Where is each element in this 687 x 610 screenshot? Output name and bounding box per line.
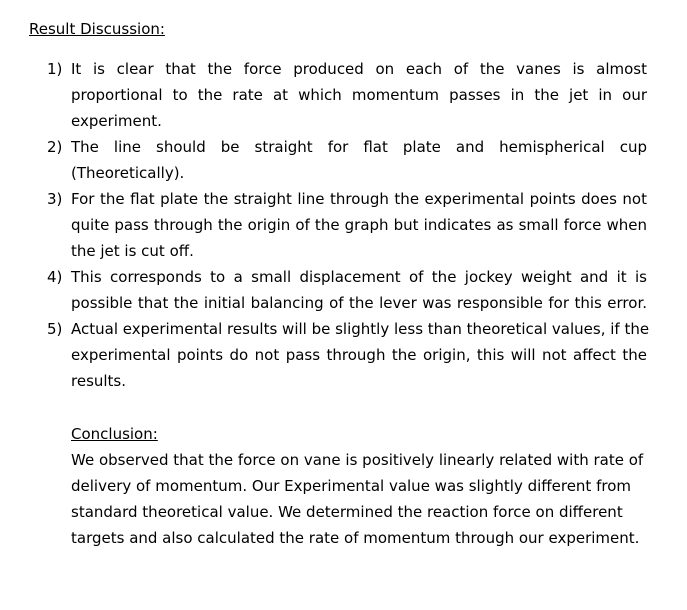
- list-item-4: [47, 264, 647, 316]
- conclusion-line: standard theoretical value. We determined the reaction force on different: [71, 503, 623, 521]
- conclusion-section: [71, 421, 647, 551]
- result-discussion-heading: Result Discussion:: [29, 20, 165, 38]
- list-item-line: proportional to the rate at which momentum passes in the jet in our: [71, 86, 647, 104]
- list-item-line: possible that the initial balancing of the lever was responsible for this error.: [71, 294, 647, 312]
- conclusion-line: delivery of momentum. Our Experimental value was slightly different from: [71, 477, 631, 495]
- list-item-line: the jet is cut off.: [71, 242, 194, 260]
- conclusion-heading: Conclusion:: [71, 425, 158, 443]
- list-item-line: This corresponds to a small displacement of the jockey weight and it is: [71, 268, 647, 286]
- list-item-5: [47, 316, 650, 394]
- list-item-line: It is clear that the force produced on each of the vanes is almost: [71, 60, 647, 78]
- list-item-line: experiment.: [71, 112, 162, 130]
- list-item-1: [47, 56, 647, 134]
- list-item-2: [47, 134, 647, 186]
- list-item-line: quite pass through the origin of the graph but indicates as small force when: [71, 216, 647, 234]
- list-number: 1): [47, 60, 63, 78]
- list-number: 4): [47, 268, 63, 286]
- list-number: 5): [47, 320, 63, 338]
- list-item-line: For the flat plate the straight line through the experimental points does not: [71, 190, 647, 208]
- conclusion-line: We observed that the force on vane is positively linearly related with rate of: [71, 451, 644, 469]
- list-number: 2): [47, 138, 63, 156]
- list-item-line: Actual experimental results will be slightly less than theoretical values, if the: [71, 320, 650, 338]
- list-item-line: experimental points do not pass through the origin, this will not affect the: [71, 346, 647, 364]
- list-item-line: The line should be straight for flat plate and hemispherical cup: [71, 138, 647, 156]
- list-item-3: [47, 186, 647, 264]
- list-item-line: (Theoretically).: [71, 164, 185, 182]
- conclusion-line: targets and also calculated the rate of momentum through our experiment.: [71, 529, 640, 547]
- list-item-line: results.: [71, 372, 127, 390]
- list-number: 3): [47, 190, 63, 208]
